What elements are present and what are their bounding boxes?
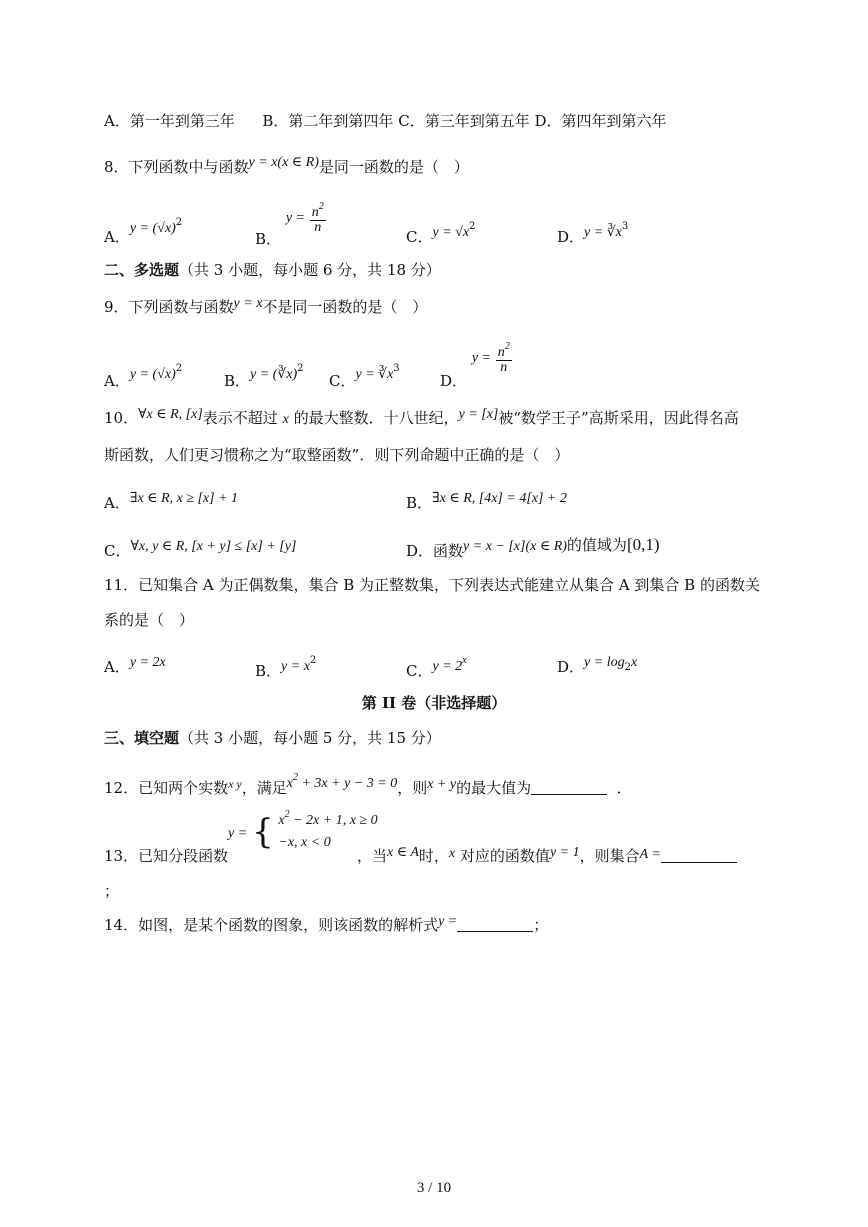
q13-left-brace: {: [251, 812, 274, 852]
section-2-heading: 二、多选题（共 3 小题，每小题 6 分，共 18 分）: [104, 261, 441, 279]
q7-option-a: A．第一年到第三年: [104, 112, 235, 130]
q8-stem: 8．下列函数中与函数y = x(x ∈ R)是同一函数的是（ ）: [104, 155, 469, 176]
q10-stem-line1: 10．∀x ∈ R, [x]表示不超过 x 的最大整数．十八世纪，y = [x]被“数学王子”高斯采用，因此得名高: [104, 407, 739, 427]
q12-stem: 12．已知两个实数$^{x y}$，满足$x^2 + 3x + y - 3 = 0$，则x + y的最大值为 ．: [104, 772, 632, 797]
q12-answer-blank[interactable]: [531, 778, 607, 795]
q8-option-c: C．$y = √x^2$: [406, 221, 476, 246]
q8-option-b: B． y = $\frac{n^2}{n}$: [255, 201, 324, 248]
q13-piecewise: y = { $x^2 - 2x + 1$, x ≥ 0 −x, x < 0: [228, 814, 378, 864]
q9-option-a: A．$y = (√x)^2$: [104, 363, 183, 390]
q10-stem-line2: 斯函数，人们更习惯称之为“取整函数”．则下列命题中正确的是（ ）: [104, 446, 570, 464]
q11-stem-line1: 11．已知集合 A 为正偶数集，集合 B 为正整数集，下列表达式能建立从集合 A 到集合 B 的函数关: [104, 576, 760, 594]
q10-option-a: A．∃x ∈ R, x ≥ [x] + 1: [104, 491, 239, 512]
q9-stem: 9．下列函数与函数y = x不是同一函数的是（ ）: [104, 296, 428, 316]
q11-option-b: B．$y = x^2$: [255, 655, 317, 680]
q9-option-d-fraction: $\frac{n^2}{n}$: [497, 341, 510, 375]
q13-stem-right: ，当x ∈ A时，x 对应的函数值y = 1，则集合A =: [357, 845, 737, 869]
q11-stem-line2: 系的是（ ）: [104, 611, 195, 629]
part-2-title: 第 II 卷（非选择题）: [361, 694, 507, 712]
q8-stem-math: y = x(x ∈ R): [248, 155, 319, 170]
q7-options: [104, 110, 667, 132]
q8-option-b-fraction: $\frac{n^2}{n}$: [311, 201, 324, 235]
q10-option-b: B．∃x ∈ R, [4x] = 4[x] + 2: [406, 491, 567, 512]
q7-option-d: D．第四年到第六年: [534, 112, 667, 130]
q8-option-a: A．$y = (√x)^2$: [104, 217, 183, 246]
q9-option-d: D． y = $\frac{n^2}{n}$: [440, 341, 510, 390]
q13-answer-blank[interactable]: [661, 846, 737, 863]
q14-answer-blank[interactable]: [457, 915, 533, 932]
q13-stem: 13．已知分段函数: [104, 847, 229, 865]
q13-piece-2: −x, x < 0: [278, 835, 331, 850]
q9-option-b: B．y = (∛x)$^2$: [224, 363, 304, 390]
q13-tail: ；: [104, 882, 120, 900]
q9-option-c: C．$y = ∛x^3$: [329, 363, 400, 390]
q11-option-d: D．$y = \log_2x$: [557, 655, 638, 676]
q11-option-c: C．$y = 2^x$: [406, 655, 467, 680]
page-number: 3 / 10: [416, 1180, 452, 1196]
q8-option-d: D．$y = ∛x^3$: [557, 221, 629, 246]
q11-option-a: A．y = 2x: [104, 655, 166, 676]
section-3-heading: 三、填空题（共 3 小题，每小题 5 分，共 15 分）: [104, 729, 441, 747]
q7-option-b: B．第二年到第四年: [262, 112, 394, 130]
q7-option-c: C．第三年到第五年: [398, 112, 530, 130]
q10-option-d: D．函数y = x − [x](x ∈ R)的值域为[0,1): [406, 535, 660, 560]
q13-piece-1: $x^2 - 2x + 1$, x ≥ 0: [278, 809, 378, 828]
q10-option-c: C．∀x, y ∈ R, [x + y] ≤ [x] + [y]: [104, 539, 297, 560]
q14-stem: 14．如图，是某个函数的图象，则该函数的解析式y = ；: [104, 914, 549, 934]
